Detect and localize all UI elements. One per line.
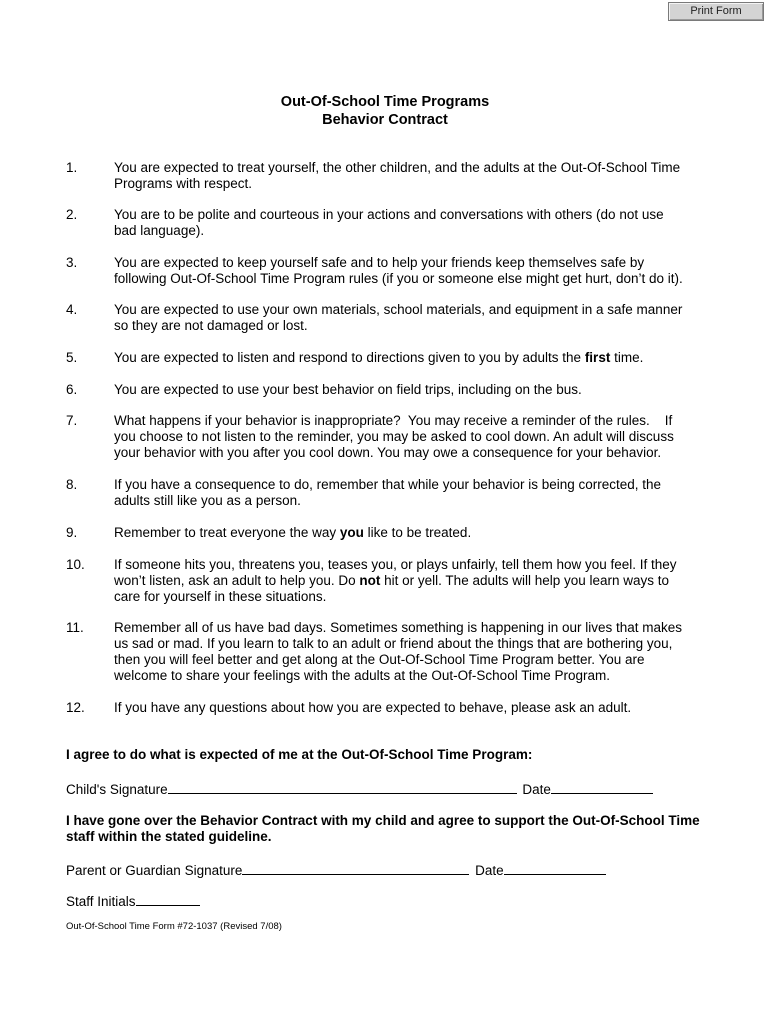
rule-line: You are expected to keep yourself safe and to help your friends keep themselves safe by xyxy=(114,255,645,270)
rule-line: welcome to share your feelings with the adults at the Out-Of-School Time Program. xyxy=(114,668,610,683)
rule-line: then you will feel better and get along at the Out-Of-School Time Program better. You are xyxy=(114,652,645,667)
rule-number: 7. xyxy=(66,413,78,428)
rule-number: 5. xyxy=(66,350,78,365)
rule-line: you choose to not listen to the reminder, you may be asked to cool down. An adult will discuss xyxy=(114,429,674,444)
child-signature-row xyxy=(66,780,653,798)
rule-text xyxy=(114,160,734,192)
rule-text xyxy=(114,413,734,461)
rule-emphasis: first xyxy=(584,350,611,365)
rule-line: You are expected to treat yourself, the other children, and the adults at the Out-Of-School Time xyxy=(114,160,681,175)
child-agreement-statement: I agree to do what is expected of me at the Out-Of-School Time Program: xyxy=(66,747,533,762)
rule-text xyxy=(114,302,734,334)
rule-line: your behavior with you after you cool down. You may owe a consequence for your behavior. xyxy=(114,445,662,460)
staff-initials-field[interactable] xyxy=(136,892,200,906)
rule-line: adults still like you as a person. xyxy=(114,493,301,508)
rule-number: 12. xyxy=(66,700,85,715)
rule-line: following Out-Of-School Time Program rules (if you or someone else might get hurt, don’t do it). xyxy=(114,271,683,286)
parent-signature-field[interactable] xyxy=(242,861,469,875)
rule-number: 2. xyxy=(66,207,78,222)
staff-initials-row xyxy=(66,892,200,910)
rule-emphasis: not xyxy=(359,573,381,588)
rule-line: us sad or mad. If you learn to talk to an adult or friend about the things that are bothering you, xyxy=(114,636,673,651)
rule-number: 10. xyxy=(66,557,85,572)
rule-line: You are to be polite and courteous in your actions and conversations with others (do not use xyxy=(114,207,664,222)
rule-line: You are expected to use your own materials, school materials, and equipment in a safe manner xyxy=(114,302,683,317)
parent-signature-row xyxy=(66,861,606,879)
rule-text xyxy=(114,620,734,684)
parent-statement-line: I have gone over the Behavior Contract with my child and agree to support the Out-Of-School Time xyxy=(66,813,700,828)
rule-line: If someone hits you, threatens you, teases you, or plays unfairly, tell them how you feel. If they xyxy=(114,557,677,572)
child-date-field[interactable] xyxy=(551,780,653,794)
parent-agreement-statement xyxy=(66,813,700,845)
rule-line: care for yourself in these situations. xyxy=(114,589,327,604)
form-subtitle: Behavior Contract xyxy=(322,112,448,128)
parent-signature-label: Parent or Guardian Signature xyxy=(66,863,243,878)
child-signature-label: Child's Signature xyxy=(66,782,168,797)
rule-text-part: You are expected to listen and respond to directions given to you by adults the xyxy=(114,350,585,365)
parent-date-label: Date xyxy=(475,863,504,878)
rule-line: You are expected to use your best behavior on field trips, including on the bus. xyxy=(114,382,582,397)
rule-text xyxy=(114,525,734,541)
rule-number: 9. xyxy=(66,525,78,540)
form-footer-id: Out-Of-School Time Form #72-1037 (Revised 7/08) xyxy=(66,921,282,932)
child-date-label: Date xyxy=(522,782,551,797)
rule-text xyxy=(114,350,734,366)
rule-text-part: Remember to treat everyone the way xyxy=(114,525,340,540)
rule-line: Remember all of us have bad days. Sometimes something is happening in our lives that makes xyxy=(114,620,683,635)
rule-number: 4. xyxy=(66,302,78,317)
rule-text-part: hit or yell. The adults will help you learn ways to xyxy=(380,573,670,588)
rule-line: If you have any questions about how you are expected to behave, please ask an adult. xyxy=(114,700,632,715)
rule-text-part: like to be treated. xyxy=(363,525,472,540)
rule-text xyxy=(114,477,734,509)
rule-line xyxy=(114,573,734,589)
child-signature-field[interactable] xyxy=(168,780,517,794)
print-form-button[interactable]: Print Form xyxy=(668,2,764,21)
parent-statement-line: staff within the stated guideline. xyxy=(66,829,272,844)
rule-emphasis: you xyxy=(339,525,364,540)
rule-line: so they are not damaged or lost. xyxy=(114,318,308,333)
rule-text xyxy=(114,557,734,605)
rule-number: 6. xyxy=(66,382,78,397)
rule-text-part: time. xyxy=(610,350,644,365)
rule-text xyxy=(114,382,734,398)
rule-number: 8. xyxy=(66,477,78,492)
rule-line: What happens if your behavior is inappropriate? You may receive a reminder of the rules. If xyxy=(114,413,673,428)
rule-number: 1. xyxy=(66,160,78,175)
rule-text xyxy=(114,207,734,239)
staff-initials-label: Staff Initials xyxy=(66,894,136,909)
rule-text xyxy=(114,700,734,716)
rule-line: Programs with respect. xyxy=(114,176,253,191)
rule-text-part: won’t listen, ask an adult to help you. Do xyxy=(114,573,360,588)
rule-line: If you have a consequence to do, remember that while your behavior is being corrected, the xyxy=(114,477,662,492)
rule-text xyxy=(114,255,734,287)
rule-number: 11. xyxy=(66,620,84,635)
parent-date-field[interactable] xyxy=(504,861,606,875)
rule-number: 3. xyxy=(66,255,78,270)
rule-line: bad language). xyxy=(114,223,205,238)
form-title: Out-Of-School Time Programs xyxy=(280,94,490,110)
